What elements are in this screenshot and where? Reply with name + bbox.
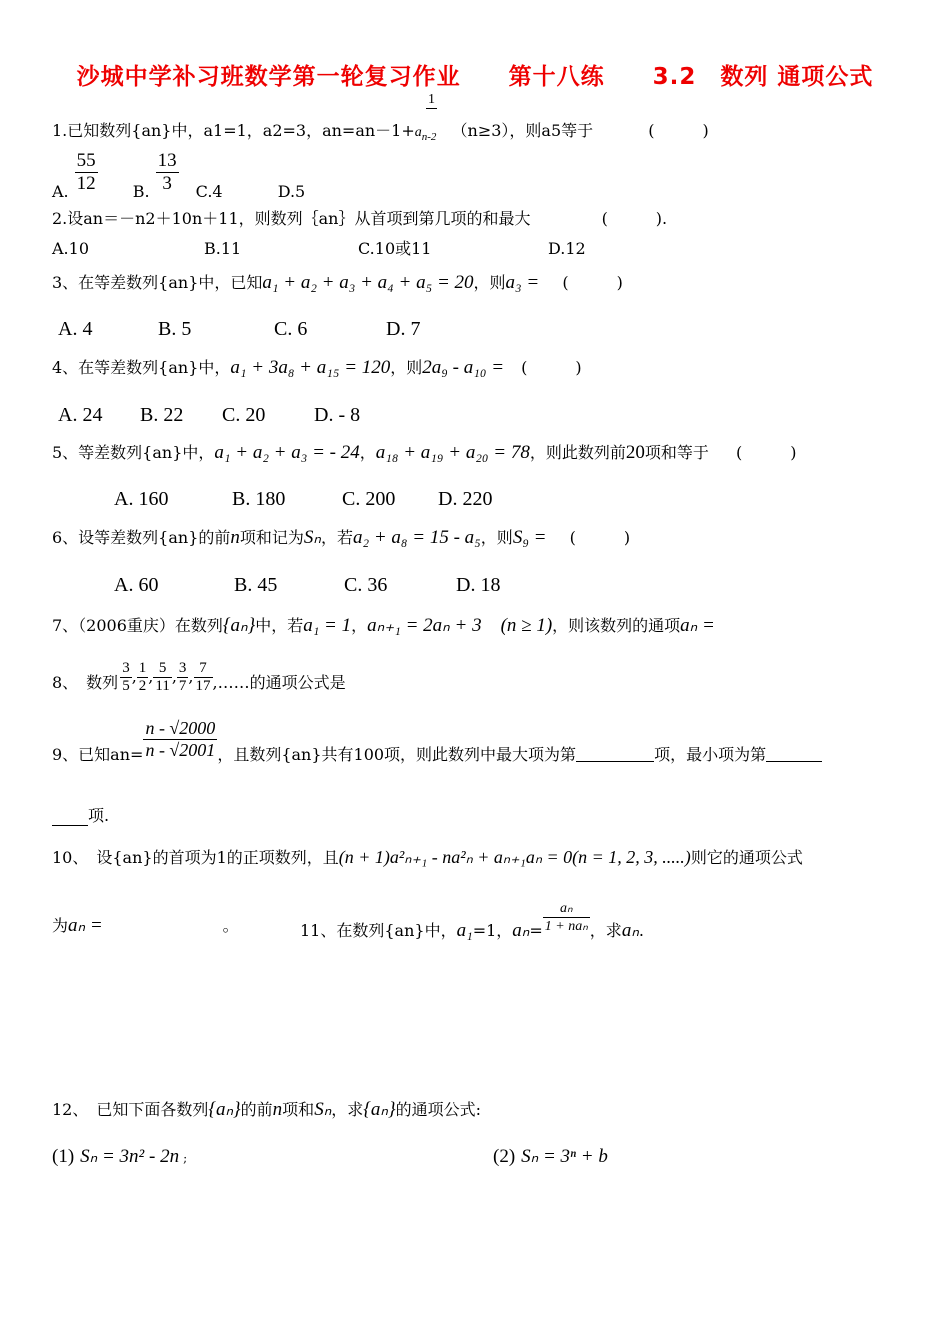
page-title: 沙城中学补习班数学第一轮复习作业 第十八练 3.2 数列 通项公式 — [76, 64, 874, 90]
q2-option-d: D.12 — [548, 239, 586, 258]
q3-options — [58, 318, 420, 341]
q1-stem — [52, 118, 709, 143]
q4-formula2: 2a₉ - a₁₀ = — [422, 357, 505, 378]
q6-formula2: S₉ = — [512, 527, 547, 548]
q6-n: n — [230, 527, 240, 548]
q8-frac-5: $\frac{7}{17}$ — [195, 660, 211, 694]
q10-line2-prefix: 为 — [52, 916, 69, 935]
q6-mid3: ，则 — [480, 528, 513, 547]
q6-options — [114, 574, 500, 597]
q7-stem — [52, 610, 715, 637]
q1-answer-paren: ( ) — [648, 121, 709, 140]
q4-stem-text: 4、在等差数列{an}中， — [52, 358, 231, 377]
q11-end: . — [638, 921, 644, 940]
q8-frac-2: $\frac{1}{2}$ — [138, 660, 147, 694]
q11-mid: ，求 — [589, 921, 622, 940]
q5-formula2: a₁₈ + a₁₉ + a₂₀ = 78 — [375, 442, 530, 463]
q3-formula2: a₃ = — [505, 272, 540, 293]
q5-answer-paren: ( ) — [736, 443, 797, 462]
q5-option-b: B. 180 — [232, 488, 286, 510]
q11-eq1: =1， — [472, 921, 513, 940]
q2-option-c: C.10或11 — [358, 239, 432, 258]
q1-option-a: A. $\frac{55}{12}$ — [52, 150, 96, 201]
q4-stem — [52, 355, 582, 379]
q12-part1-formula: Sₙ = 3n² - 2n — [80, 1146, 180, 1167]
q12-n: n — [272, 1099, 283, 1120]
q3-mid: ，则 — [473, 273, 506, 292]
q6-mid2: ，若 — [320, 528, 353, 547]
q12-mid: 的前 — [240, 1100, 273, 1119]
q1-frac-den: $a_{n-2}$ — [414, 125, 437, 143]
q3-option-c: C. 6 — [274, 318, 308, 340]
q12-part2-label: (2) — [493, 1146, 516, 1167]
q8-frac-1: $\frac{3}{5}$ — [122, 660, 130, 694]
q9-tail: 项. — [88, 806, 110, 825]
q5-stem — [52, 440, 797, 464]
q12-mid3: ，求 — [331, 1100, 364, 1119]
q4-option-c: C. 20 — [222, 404, 266, 426]
q5-num: 20 — [625, 442, 645, 463]
q1-fraction — [42, 92, 437, 109]
q3-option-b: B. 5 — [158, 318, 192, 340]
q12-seq: {aₙ} — [208, 1099, 241, 1120]
q7-formula: a₁ = 1 — [303, 615, 352, 636]
q12-stem — [52, 1097, 481, 1121]
q10-tail: 则它的通项公式 — [690, 848, 803, 867]
q9-mid2: 项，最小项为第 — [654, 745, 767, 764]
q9-mid: ，且数列{an}共有100项，则此数列中最大项为第 — [217, 745, 577, 764]
q12-seq2: {aₙ} — [363, 1099, 396, 1120]
q4-mid: ，则 — [390, 358, 423, 377]
q3-option-d: D. 7 — [386, 318, 421, 340]
q1-option-b: B. $\frac{13}{3}$ — [132, 150, 177, 201]
q12-part2-formula: Sₙ = 3ⁿ + b — [521, 1146, 608, 1167]
q10-formula: (n + 1)a²ₙ₊₁ - na²ₙ + aₙ₊₁aₙ = 0(n = 1, 2, 3, .....) — [338, 847, 691, 867]
q7-formula3: aₙ = — [680, 615, 715, 636]
q2-stem — [52, 206, 667, 229]
q5-option-d: D. 220 — [438, 488, 493, 510]
q6-option-c: C. 36 — [344, 574, 388, 596]
q9-line2 — [52, 803, 109, 826]
q1-option-c: C.4 — [195, 182, 223, 201]
q5-stem-text: 5、等差数列{an}中， — [52, 443, 215, 462]
q6-formula: a₂ + a₈ = 15 - a₅ — [353, 527, 481, 548]
q7-seq: {aₙ} — [222, 615, 256, 636]
q6-answer-paren: ( ) — [569, 528, 631, 547]
q8-tail: ,……的通项公式是 — [212, 673, 346, 692]
q9-stem — [52, 718, 822, 765]
q2-option-a: A.10 — [52, 239, 89, 258]
q11-a1: a₁ — [456, 920, 473, 941]
q5-sep: ， — [359, 443, 376, 462]
q12-sn: Sₙ — [314, 1099, 332, 1120]
q10-line2 — [52, 913, 239, 937]
q11-an: aₙ — [512, 920, 530, 941]
q5-mid: ，则此数列前 — [529, 443, 626, 462]
q2-stem-text: 2.设an＝－n2＋10n＋11，则数列｛an｝从首项到第几项的和最大 — [52, 209, 531, 228]
q9-fraction: $\frac{n - √2000}{n - √2001}$ — [145, 718, 216, 760]
q12-part2 — [493, 1145, 608, 1168]
q6-option-a: A. 60 — [114, 574, 159, 596]
q6-option-d: D. 18 — [456, 574, 501, 596]
q11-fraction: $\frac{\text{aₙ}}{\text{1 + naₙ}}$ — [544, 901, 588, 934]
q1-options — [52, 150, 305, 201]
q5-formula: a₁ + a₂ + a₃ = - 24 — [214, 442, 360, 463]
q12-part1 — [52, 1145, 187, 1168]
q6-stem-text: 6、设等差数列{an}的前 — [52, 528, 231, 547]
q2-options — [52, 236, 586, 259]
q5-option-a: A. 160 — [114, 488, 169, 510]
q9-stem-text: 9、已知an= — [52, 745, 144, 764]
q1-stem-a: 1.已知数列{an}中，a1=1，a2=3，an=an－1+ — [52, 121, 415, 140]
q4-option-a: A. 24 — [58, 404, 103, 426]
q8-frac-4: $\frac{3}{7}$ — [178, 660, 187, 694]
q9-blank-min[interactable] — [766, 761, 822, 762]
q10-stem — [52, 845, 803, 868]
q6-option-b: B. 45 — [234, 574, 278, 596]
q3-answer-paren: ( ) — [562, 273, 623, 292]
q11-stem-text: 11、在数列{an}中， — [300, 921, 457, 940]
q4-option-b: B. 22 — [140, 404, 184, 426]
q8-frac-3: $\frac{5}{11}$ — [155, 660, 170, 694]
q2-answer-paren: ( ). — [601, 209, 668, 228]
q4-option-d: D. - 8 — [314, 404, 361, 426]
q5-options — [114, 488, 492, 511]
q4-answer-paren: ( ) — [521, 358, 582, 377]
q12-tail: 的通项公式: — [395, 1100, 481, 1119]
q12-mid2: 项和 — [282, 1100, 315, 1119]
q11-target: aₙ — [621, 920, 639, 941]
q1-fraction-term — [42, 90, 437, 109]
q3-stem-text: 3、在等差数列{an}中，已知 — [52, 273, 263, 292]
q5-option-c: C. 200 — [342, 488, 396, 510]
q10-line2-end: 。 — [222, 916, 239, 935]
q11-stem — [300, 900, 644, 942]
q10-stem-text: 10、 设{an}的首项为1的正项数列，且 — [52, 848, 339, 867]
q1-frac-num: 1 — [428, 92, 435, 107]
q7-formula2: aₙ₊₁ = 2aₙ + 3 (n ≥ 1) — [367, 615, 553, 636]
q12-part1-label: (1) — [52, 1146, 75, 1167]
q6-sn: Sₙ — [303, 527, 321, 548]
q7-stem-text: 7、（2006重庆）在数列 — [52, 616, 223, 635]
q2-option-b: B.11 — [204, 239, 242, 258]
q11-eq2: = — [529, 921, 543, 940]
q3-formula: a₁ + a₂ + a₃ + a₄ + a₅ = 20 — [262, 272, 474, 293]
q12-stem-text: 12、 已知下面各数列 — [52, 1100, 209, 1119]
q5-tail: 项和等于 — [644, 443, 709, 462]
q1-stem-b: （n≥3），则a5等于 — [451, 121, 594, 140]
q7-tail: ，则该数列的通项 — [552, 616, 681, 635]
q7-mid: 中，若 — [255, 616, 304, 635]
q4-options — [58, 404, 360, 427]
q9-blank-min-cont[interactable] — [52, 825, 88, 826]
q10-answer-formula: aₙ = — [68, 915, 103, 936]
q3-option-a: A. 4 — [58, 318, 93, 340]
q6-stem — [52, 525, 630, 549]
q6-mid: 项和记为 — [239, 528, 304, 547]
q9-blank-max[interactable] — [576, 761, 654, 762]
q4-formula: a₁ + 3a₈ + a₁₅ = 120 — [230, 357, 391, 378]
q7-sep: ， — [351, 616, 368, 635]
q8-stem: 8、 数列 $\frac{3}{5}$ , $\frac{1}{2}$ , $\frac{5}{11}$ , $\frac{3}{7}$ , $\frac{7}{17}$ ,……的通项公式是 — [52, 660, 346, 694]
q12-part1-end: ; — [183, 1151, 188, 1165]
q1-option-d: D.5 — [277, 182, 306, 201]
q8-label: 8、 数列 — [52, 673, 119, 692]
q3-stem — [52, 270, 623, 294]
